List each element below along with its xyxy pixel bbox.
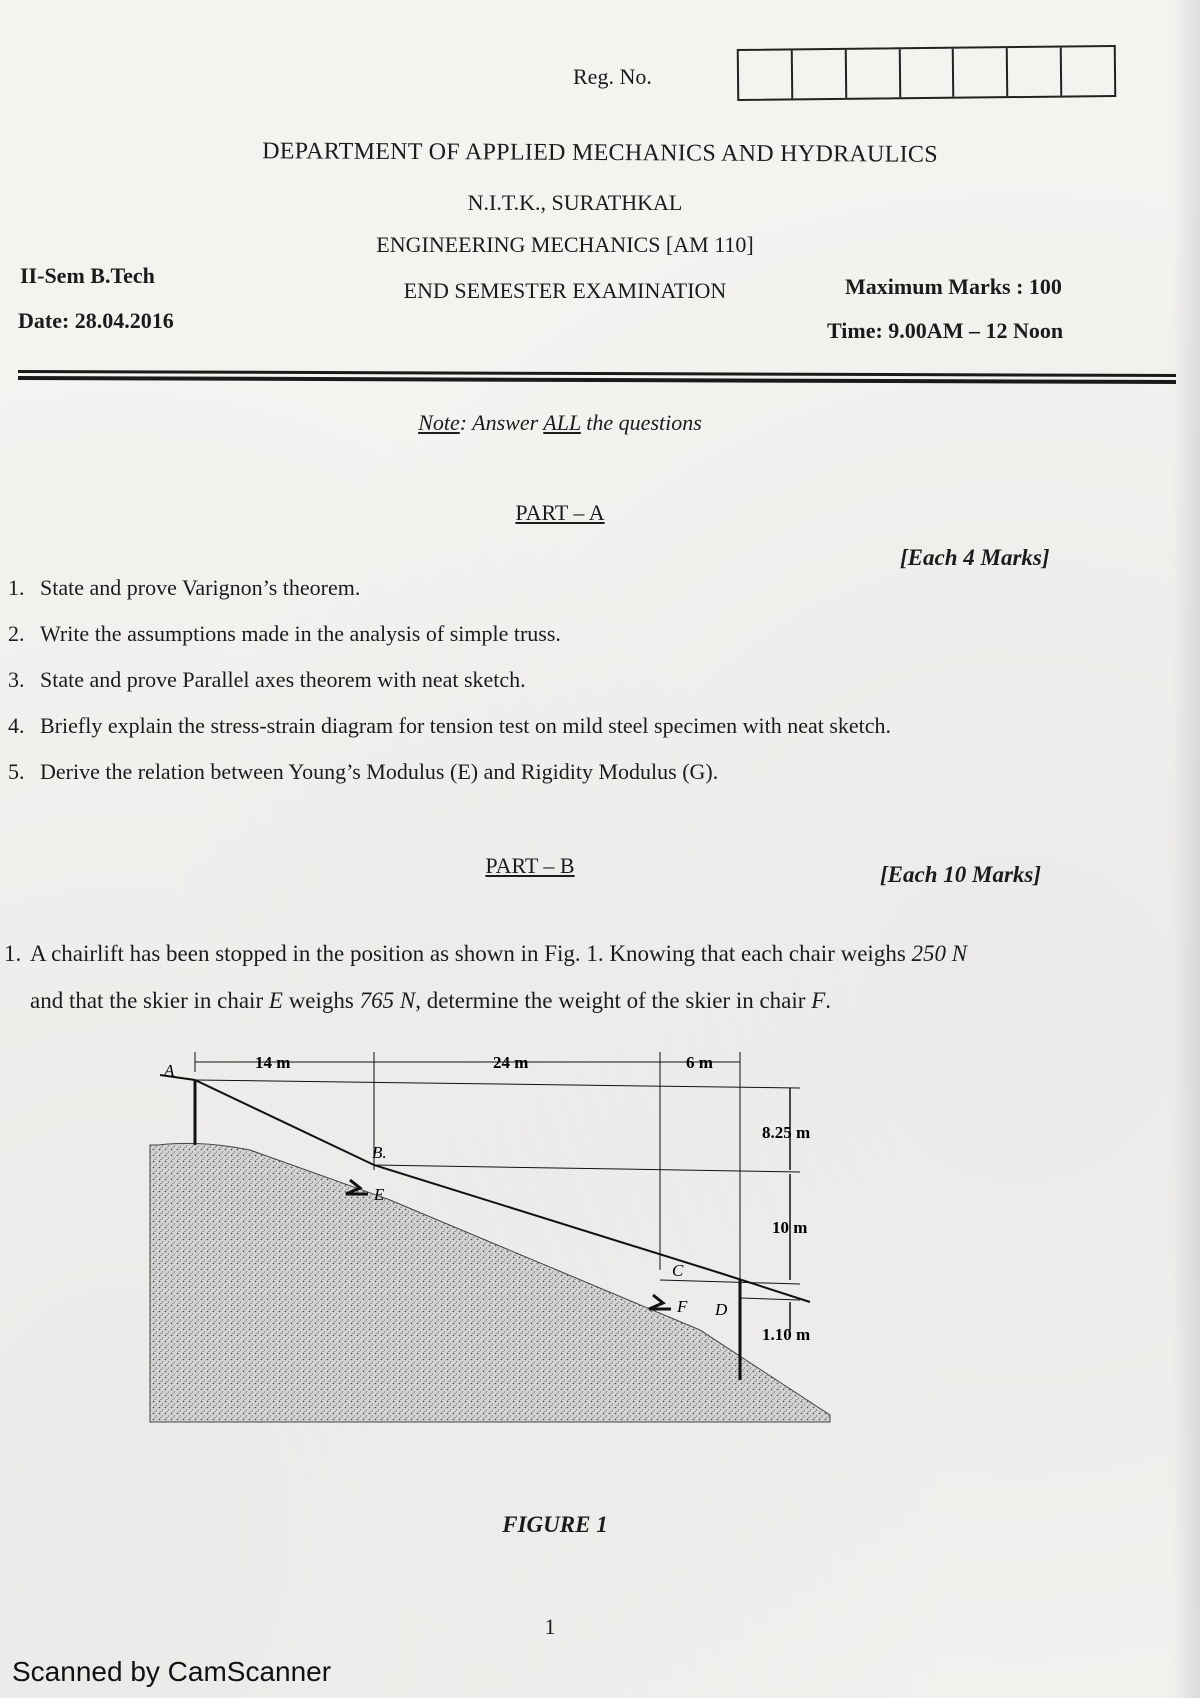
question-item [8, 575, 1108, 621]
point-label-f: F [677, 1297, 688, 1316]
question-item [8, 759, 1108, 805]
reg-no-cell [954, 48, 1008, 97]
question-text: Derive the relation between Young’s Modulus (E) and Rigidity Modulus (G). [40, 759, 719, 784]
point-label-b: B. [372, 1143, 387, 1162]
reference-line [660, 1280, 800, 1284]
note-label: Note [418, 410, 460, 435]
dimension-label-8-25m: 8.25 m [762, 1123, 811, 1142]
chairlift-figure [140, 1040, 910, 1450]
reference-line [740, 1298, 800, 1300]
point-label-e: E [374, 1185, 385, 1204]
question-number: 5. [8, 759, 25, 784]
note-all: ALL [543, 410, 581, 435]
institute-name: N.I.T.K., SURATHKAL [467, 190, 683, 215]
reference-line [374, 1165, 800, 1172]
exam-time: Time: 9.00AM – 12 Noon [827, 318, 1064, 343]
reg-no-cell [739, 50, 793, 99]
part-a-questions [8, 575, 1108, 805]
question-text: . [825, 988, 831, 1013]
figure-caption: FIGURE 1 [502, 1512, 608, 1537]
chair-f-label: F [811, 988, 826, 1013]
question-text: Briefly explain the stress-strain diagram for tension test on mild steel specimen with neat sketch. [40, 713, 892, 738]
dimension-label-14m: 14 m [255, 1053, 291, 1072]
scanner-watermark: Scanned by CamScanner [12, 1656, 332, 1687]
maximum-marks: Maximum Marks : 100 [845, 274, 1062, 299]
page-number: 1 [544, 1614, 556, 1639]
question-text: weighs [282, 988, 360, 1013]
header-divider [18, 376, 1176, 384]
question-number: 3. [8, 667, 25, 692]
question-text: State and prove Parallel axes theorem with neat sketch. [40, 667, 526, 692]
reg-no-cell [900, 49, 954, 98]
reg-no-cell [846, 49, 900, 98]
chair-e-label: E [268, 988, 283, 1013]
part-b-title: PART – B [485, 853, 575, 878]
question-text: and that the skier in chair [30, 988, 269, 1013]
reg-no-label: Reg. No. [573, 64, 652, 89]
question-item [8, 621, 1108, 667]
dimension-label-10m: 10 m [772, 1218, 808, 1237]
question-item [8, 713, 1108, 759]
chair-weight: 250 N [911, 941, 968, 966]
question-number: 2. [8, 621, 25, 646]
dimension-label-24m: 24 m [493, 1053, 529, 1072]
note-text-end: the questions [580, 410, 702, 435]
question-number: 4. [8, 713, 25, 738]
dimension-label-6m: 6 m [686, 1053, 713, 1072]
part-b-question-1 [4, 930, 1154, 1024]
question-text: State and prove Varignon’s theorem. [40, 575, 361, 600]
dimension-label-1-10m: 1.10 m [762, 1325, 811, 1344]
course-title: ENGINEERING MECHANICS [AM 110] [376, 232, 754, 257]
reg-no-cell [793, 50, 847, 99]
question-number: 1. [8, 575, 25, 600]
question-text: , determine the weight of the skier in chair [415, 988, 812, 1013]
question-number: 1. [4, 941, 22, 966]
instruction-note [0, 410, 1120, 436]
question-text: A chairlift has been stopped in the position as shown in Fig. 1. Knowing that each chair weighs [30, 941, 912, 966]
part-a-title: PART – A [515, 500, 605, 525]
part-a-marks: [Each 4 Marks] [900, 545, 1050, 570]
reference-line [195, 1080, 800, 1088]
question-item [8, 667, 1108, 713]
skier-weight: 765 N [359, 988, 416, 1013]
reg-no-cell [1062, 47, 1114, 96]
exam-title: END SEMESTER EXAMINATION [403, 278, 727, 303]
reg-no-cell [1008, 48, 1062, 97]
part-b-marks: [Each 10 Marks] [880, 862, 1042, 887]
point-label-d: D [715, 1300, 728, 1319]
point-label-c: C [672, 1261, 684, 1280]
point-label-a: A [164, 1061, 175, 1080]
chair-f-icon [649, 1295, 671, 1309]
exam-date: Date: 28.04.2016 [18, 308, 174, 333]
question-text: Write the assumptions made in the analysis of simple truss. [40, 621, 561, 646]
department-title: DEPARTMENT OF APPLIED MECHANICS AND HYDRAULICS [262, 138, 938, 168]
slope-ground [150, 1143, 830, 1422]
semester-label: II-Sem B.Tech [20, 263, 155, 288]
note-text: : Answer [459, 410, 544, 435]
reg-no-boxes [737, 45, 1117, 101]
